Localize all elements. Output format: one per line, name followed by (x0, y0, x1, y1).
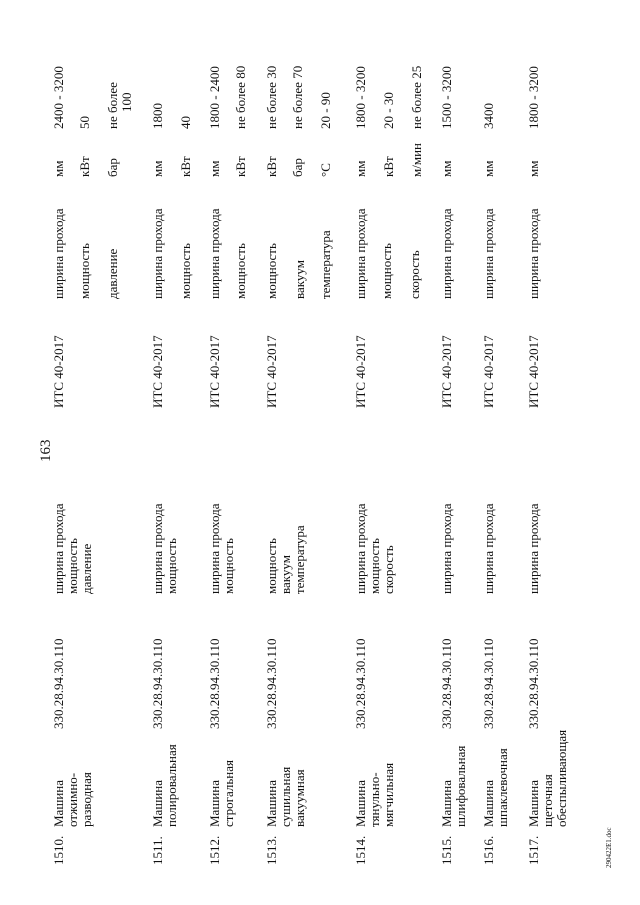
parameter-name: ширина прохода (439, 503, 454, 594)
page-number: 163 (38, 439, 54, 462)
row-number: 1513. (264, 835, 279, 865)
value: 50 (77, 116, 92, 129)
its-reference: ИТС 40-2017 (353, 335, 368, 408)
characteristic-name: ширина прохода (150, 208, 165, 299)
unit: мм (526, 160, 541, 177)
its-reference: ИТС 40-2017 (439, 335, 454, 408)
value: не более 30 (264, 65, 279, 129)
machine-name-line: сушильная (278, 766, 293, 827)
machine-name-line: Машина (526, 779, 541, 827)
unit: бар (105, 158, 120, 177)
okpd-code: 330.28.94.30.110 (264, 638, 279, 729)
unit: бар (290, 158, 305, 177)
unit: кВт (178, 156, 193, 177)
parameter-name: ширина прохода (150, 503, 165, 594)
value: не более 25 (409, 65, 424, 129)
parameter-name: мощность (164, 538, 179, 594)
characteristic-name: ширина прохода (51, 208, 66, 299)
value: 40 (178, 116, 193, 129)
parameter-name: температура (292, 525, 307, 594)
parameter-name: ширина прохода (481, 503, 496, 594)
machine-name-line: отжимно- (65, 772, 80, 827)
row-number: 1510. (51, 835, 66, 865)
characteristic-name: вакуум (292, 260, 307, 299)
parameter-name: ширина прохода (353, 503, 368, 594)
okpd-code: 330.28.94.30.110 (526, 638, 541, 729)
machine-name-line: полировальная (164, 744, 179, 827)
unit: кВт (77, 156, 92, 177)
value: 100 (119, 92, 134, 112)
characteristic-name: ширина прохода (526, 208, 541, 299)
characteristic-name: ширина прохода (207, 208, 222, 299)
machine-name-line: Машина (264, 779, 279, 827)
its-reference: ИТС 40-2017 (481, 335, 496, 408)
row-number: 1516. (481, 835, 496, 865)
its-reference: ИТС 40-2017 (207, 335, 222, 408)
row-number: 1514. (353, 835, 368, 865)
unit: мм (481, 160, 496, 177)
machine-name-line: Машина (439, 779, 454, 827)
value: 2400 - 3200 (51, 66, 66, 129)
unit: мм (51, 160, 66, 177)
value: 1800 - 3200 (353, 66, 368, 129)
machine-name-line: шпаклевочная (495, 748, 510, 827)
characteristic-name: мощность (379, 243, 394, 299)
machine-name-line: Машина (51, 779, 66, 827)
parameter-name: мощность (264, 538, 279, 594)
characteristic-name: ширина прохода (439, 208, 454, 299)
machine-name-line: разводная (79, 772, 94, 827)
characteristic-name: ширина прохода (481, 208, 496, 299)
parameter-name: ширина прохода (51, 503, 66, 594)
machine-name-line: Машина (150, 779, 165, 827)
unit: мм (439, 160, 454, 177)
unit: кВт (381, 156, 396, 177)
okpd-code: 330.28.94.30.110 (353, 638, 368, 729)
unit: м/мин (409, 143, 424, 177)
parameter-name: мощность (221, 538, 236, 594)
parameter-name: вакуум (278, 555, 293, 594)
characteristic-name: температура (318, 230, 333, 299)
machine-name-line: щеточная (540, 774, 555, 827)
unit: мм (353, 160, 368, 177)
parameter-name: скорость (381, 545, 396, 594)
row-number: 1512. (207, 835, 222, 865)
value: не более 70 (290, 65, 305, 129)
characteristic-name: скорость (407, 250, 422, 299)
value: 3400 (481, 103, 496, 129)
its-reference: ИТС 40-2017 (526, 335, 541, 408)
characteristic-name: мощность (233, 243, 248, 299)
machine-name-line: строгальная (221, 760, 236, 827)
characteristic-name: мощность (178, 243, 193, 299)
value: 1800 (150, 103, 165, 129)
machine-name-line: шлифовальная (453, 745, 468, 827)
its-reference: ИТС 40-2017 (264, 335, 279, 408)
characteristic-name: мощность (264, 243, 279, 299)
machine-name-line: обеспыливающая (554, 729, 569, 827)
unit: кВт (264, 156, 279, 177)
characteristic-name: давление (105, 248, 120, 299)
machine-name-line: мягчильная (381, 762, 396, 827)
row-number: 1517. (526, 835, 541, 865)
row-number: 1515. (439, 835, 454, 865)
parameter-name: мощность (367, 538, 382, 594)
unit: °С (318, 163, 333, 177)
characteristic-name: мощность (77, 243, 92, 299)
value: 20 - 90 (318, 92, 333, 129)
machine-name-line: тянульно- (367, 772, 382, 827)
okpd-code: 330.28.94.30.110 (481, 638, 496, 729)
value: не более (105, 82, 120, 129)
parameter-name: мощность (65, 538, 80, 594)
okpd-code: 330.28.94.30.110 (439, 638, 454, 729)
machine-name-line: Машина (207, 779, 222, 827)
unit: мм (207, 160, 222, 177)
parameter-name: давление (79, 543, 94, 594)
its-reference: ИТС 40-2017 (150, 335, 165, 408)
characteristic-name: ширина прохода (353, 208, 368, 299)
okpd-code: 330.28.94.30.110 (207, 638, 222, 729)
machine-name-line: вакуумная (292, 769, 307, 827)
machine-name-line: Машина (353, 779, 368, 827)
value: 20 - 30 (381, 92, 396, 129)
unit: кВт (233, 156, 248, 177)
parameter-name: ширина прохода (526, 503, 541, 594)
parameter-name: ширина прохода (207, 503, 222, 594)
footer-doc-name: 290422E1.doc (605, 827, 613, 868)
machine-name-line: Машина (481, 779, 496, 827)
row-number: 1511. (150, 836, 165, 865)
value: 1500 - 3200 (439, 66, 454, 129)
value: 1800 - 2400 (207, 66, 222, 129)
unit: мм (150, 160, 165, 177)
okpd-code: 330.28.94.30.110 (150, 638, 165, 729)
value: 1800 - 3200 (526, 66, 541, 129)
its-reference: ИТС 40-2017 (51, 335, 66, 408)
okpd-code: 330.28.94.30.110 (51, 638, 66, 729)
value: не более 80 (233, 65, 248, 129)
